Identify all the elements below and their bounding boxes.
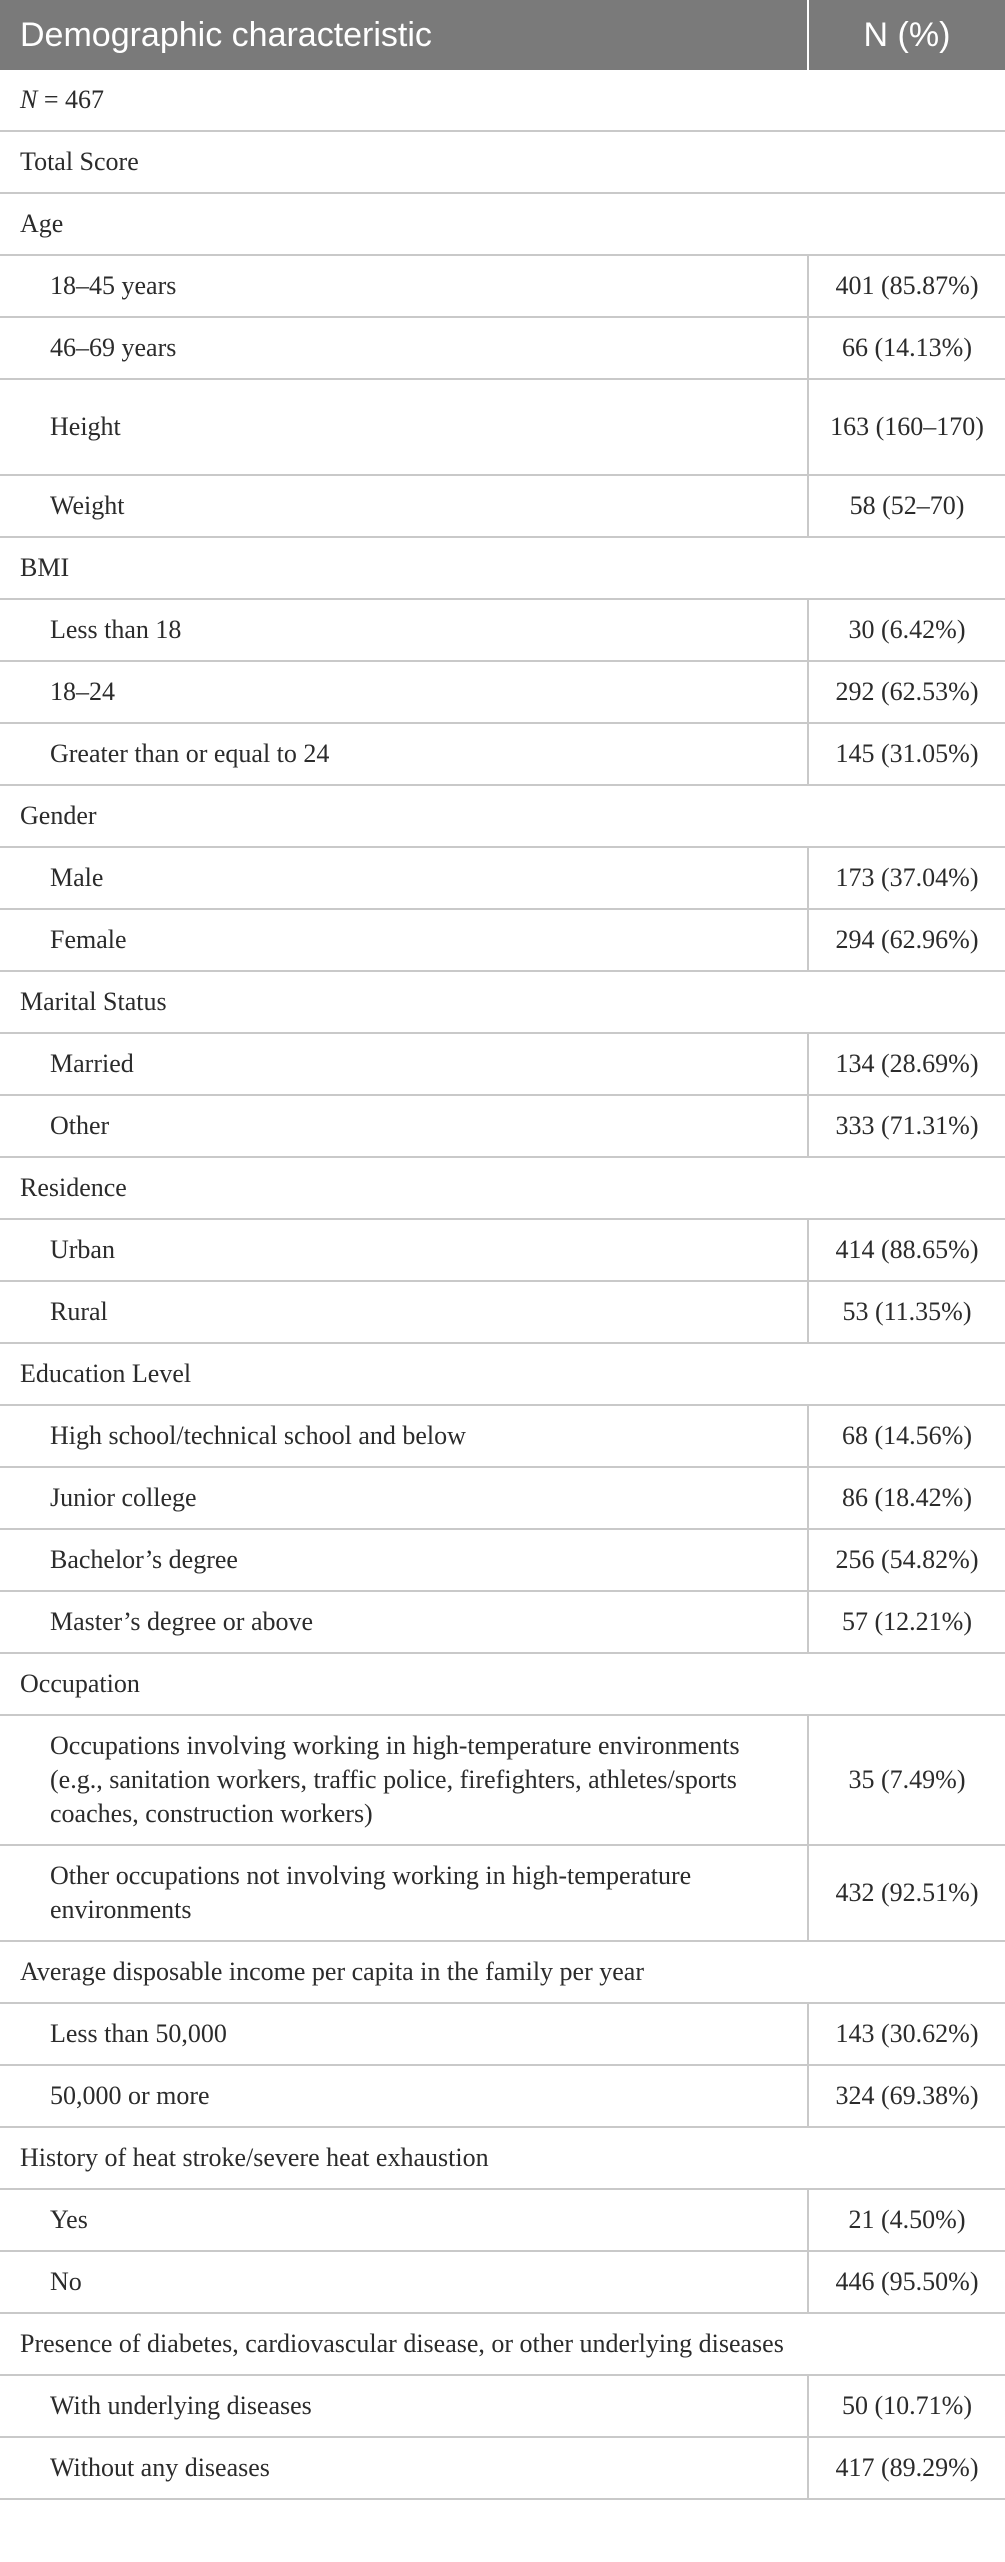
row-value: 417 (89.29%) — [808, 2437, 1005, 2499]
row-label: Married — [0, 1033, 808, 1095]
table-header-row — [0, 0, 1005, 70]
row-value: 414 (88.65%) — [808, 1219, 1005, 1281]
row-value: 58 (52–70) — [808, 475, 1005, 537]
row-value: 143 (30.62%) — [808, 2003, 1005, 2065]
row-value: 57 (12.21%) — [808, 1591, 1005, 1653]
table-row — [0, 1467, 1005, 1529]
section-label: Education Level — [0, 1343, 1005, 1405]
table-row — [0, 2437, 1005, 2499]
row-value: 446 (95.50%) — [808, 2251, 1005, 2313]
section-label: Residence — [0, 1157, 1005, 1219]
section-label: Presence of diabetes, cardiovascular disease, or other underlying diseases — [0, 2313, 1005, 2375]
row-value: 35 (7.49%) — [808, 1715, 1005, 1845]
table-row — [0, 909, 1005, 971]
row-value: 53 (11.35%) — [808, 1281, 1005, 1343]
table-row — [0, 1715, 1005, 1845]
row-value: 294 (62.96%) — [808, 909, 1005, 971]
row-label: With underlying diseases — [0, 2375, 808, 2437]
table-row — [0, 1219, 1005, 1281]
section-row — [0, 1941, 1005, 2003]
table-row — [0, 1281, 1005, 1343]
section-label: Marital Status — [0, 971, 1005, 1033]
table-row — [0, 379, 1005, 475]
section-row — [0, 785, 1005, 847]
section-label: Gender — [0, 785, 1005, 847]
row-label: Female — [0, 909, 808, 971]
row-label: Rural — [0, 1281, 808, 1343]
row-label: No — [0, 2251, 808, 2313]
row-label: 50,000 or more — [0, 2065, 808, 2127]
row-label: Urban — [0, 1219, 808, 1281]
table-row — [0, 723, 1005, 785]
row-label: Junior college — [0, 1467, 808, 1529]
row-label: Occupations involving working in high-temperature environments (e.g., sanitation workers, traffic police, firefighters, athletes/sports coaches, construction workers) — [0, 1715, 808, 1845]
table-row — [0, 2189, 1005, 2251]
table-row — [0, 661, 1005, 723]
row-value: 66 (14.13%) — [808, 317, 1005, 379]
row-value: 134 (28.69%) — [808, 1033, 1005, 1095]
section-row — [0, 971, 1005, 1033]
row-label: 18–45 years — [0, 255, 808, 317]
row-label: 18–24 — [0, 661, 808, 723]
row-label: Height — [0, 379, 808, 475]
row-value: 324 (69.38%) — [808, 2065, 1005, 2127]
row-value: 173 (37.04%) — [808, 847, 1005, 909]
section-row — [0, 2127, 1005, 2189]
row-label: Other — [0, 1095, 808, 1157]
table-row — [0, 1033, 1005, 1095]
row-label: Less than 18 — [0, 599, 808, 661]
row-label: Bachelor’s degree — [0, 1529, 808, 1591]
table-row — [0, 1095, 1005, 1157]
section-row — [0, 1653, 1005, 1715]
row-label: Master’s degree or above — [0, 1591, 808, 1653]
row-value: 401 (85.87%) — [808, 255, 1005, 317]
row-label: Other occupations not involving working in high-temperature environments — [0, 1845, 808, 1941]
table-row — [0, 317, 1005, 379]
row-value: 333 (71.31%) — [808, 1095, 1005, 1157]
header-characteristic: Demographic characteristic — [0, 0, 808, 70]
table-row — [0, 2065, 1005, 2127]
row-value: 292 (62.53%) — [808, 661, 1005, 723]
row-label: Yes — [0, 2189, 808, 2251]
row-label: High school/technical school and below — [0, 1405, 808, 1467]
section-row — [0, 537, 1005, 599]
table-row — [0, 847, 1005, 909]
section-label: Age — [0, 193, 1005, 255]
section-row — [0, 2313, 1005, 2375]
row-label: Greater than or equal to 24 — [0, 723, 808, 785]
section-label: Occupation — [0, 1653, 1005, 1715]
row-label: Less than 50,000 — [0, 2003, 808, 2065]
table-row — [0, 2251, 1005, 2313]
sample-size-value: = 467 — [37, 85, 105, 114]
table-row — [0, 1405, 1005, 1467]
row-label: 46–69 years — [0, 317, 808, 379]
header-n-percent: N (%) — [808, 0, 1005, 70]
row-label: Weight — [0, 475, 808, 537]
table-row — [0, 475, 1005, 537]
section-row — [0, 193, 1005, 255]
row-value: 68 (14.56%) — [808, 1405, 1005, 1467]
sample-size-symbol: N — [20, 85, 38, 114]
row-value: 432 (92.51%) — [808, 1845, 1005, 1941]
sample-size-cell — [0, 70, 1005, 131]
row-label: Without any diseases — [0, 2437, 808, 2499]
section-label: History of heat stroke/severe heat exhaustion — [0, 2127, 1005, 2189]
section-row — [0, 131, 1005, 193]
table-row — [0, 2375, 1005, 2437]
table-row — [0, 255, 1005, 317]
section-label: Average disposable income per capita in the family per year — [0, 1941, 1005, 2003]
table-row — [0, 1591, 1005, 1653]
table-row — [0, 1529, 1005, 1591]
row-label: Male — [0, 847, 808, 909]
row-value: 30 (6.42%) — [808, 599, 1005, 661]
section-label: BMI — [0, 537, 1005, 599]
table-row — [0, 599, 1005, 661]
row-value: 86 (18.42%) — [808, 1467, 1005, 1529]
sample-size-row — [0, 70, 1005, 131]
row-value: 256 (54.82%) — [808, 1529, 1005, 1591]
row-value: 50 (10.71%) — [808, 2375, 1005, 2437]
row-value: 145 (31.05%) — [808, 723, 1005, 785]
row-value: 163 (160–170) — [808, 379, 1005, 475]
section-label: Total Score — [0, 131, 1005, 193]
row-value: 21 (4.50%) — [808, 2189, 1005, 2251]
table-row — [0, 2003, 1005, 2065]
section-row — [0, 1343, 1005, 1405]
section-row — [0, 1157, 1005, 1219]
table-row — [0, 1845, 1005, 1941]
